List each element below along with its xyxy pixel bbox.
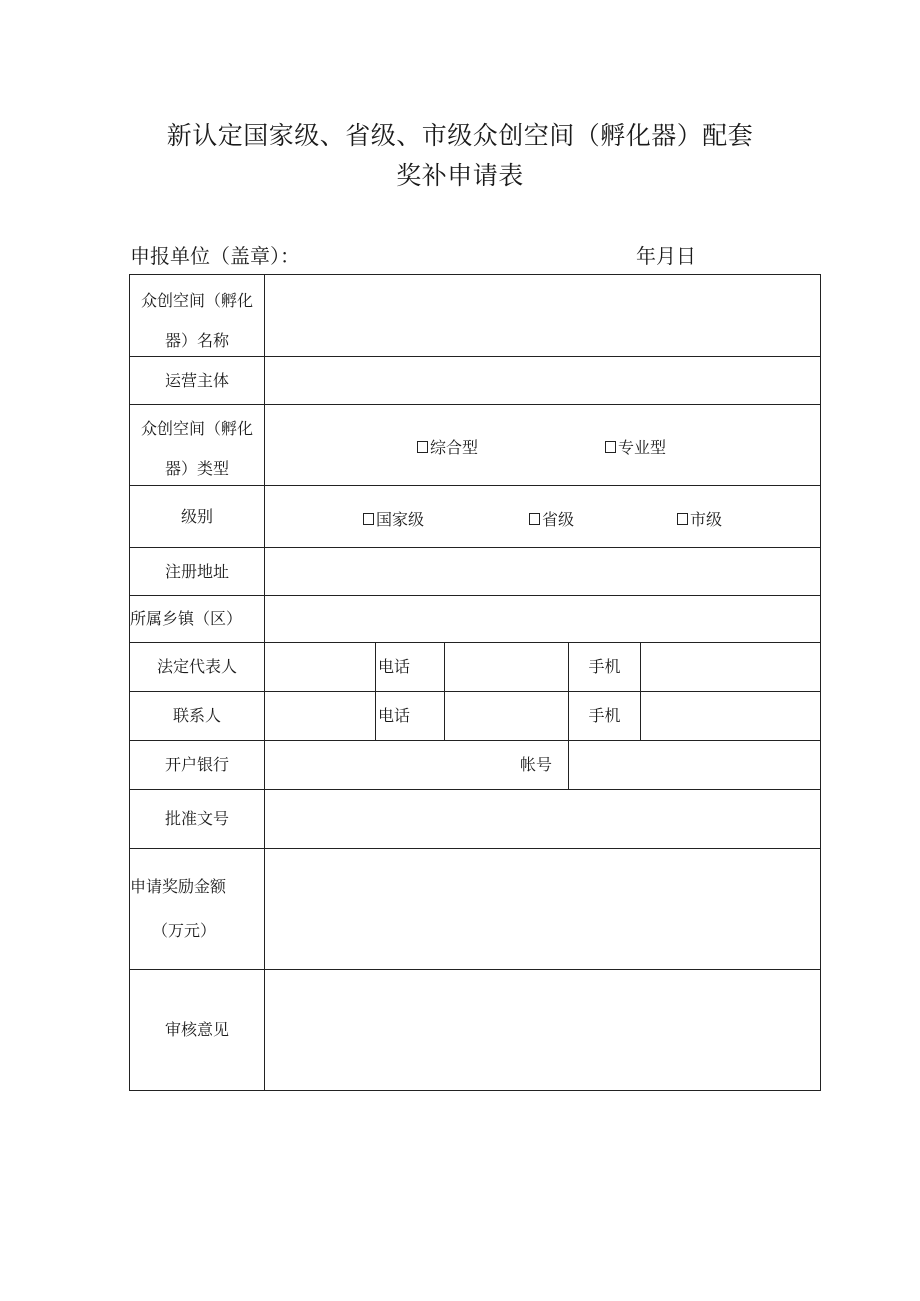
applicant-label: 申报单位（盖章）： [130, 244, 300, 268]
checkbox-icon[interactable] [417, 441, 428, 453]
review-opinion-field[interactable] [265, 970, 820, 1090]
space-type-label [130, 411, 264, 487]
contact-mobile-label: 手机 [588, 706, 621, 725]
bank-label: 开户银行 [164, 755, 229, 774]
level-option-label: 市级 [690, 510, 723, 529]
space-name-label-line-2: 器）名称 [164, 331, 229, 350]
reward-amount-label [130, 849, 264, 969]
township-field[interactable] [265, 596, 820, 642]
legal-rep-field[interactable] [265, 643, 375, 691]
legal-rep-mobile-label: 手机 [588, 657, 621, 676]
type-option-label: 综合型 [430, 438, 479, 457]
reward-amount-label-line-2: （万元） [152, 921, 217, 940]
approval-no-label: 批准文号 [164, 809, 229, 828]
approval-no-field[interactable] [265, 790, 820, 848]
level-option-national[interactable] [363, 507, 424, 530]
level-option-provincial[interactable] [529, 507, 574, 530]
checkbox-icon[interactable] [677, 513, 688, 525]
legal-rep-phone-label: 电话 [378, 657, 411, 676]
level-option-label: 省级 [542, 510, 575, 529]
level-label: 级别 [180, 506, 213, 526]
space-type-label-line-1: 众创空间（孵化 [140, 419, 253, 438]
date-label: 年月日 [636, 244, 696, 268]
reward-amount-label-line-1: 申请奖励金额 [130, 877, 227, 896]
application-form-table [129, 274, 821, 1091]
operator-label: 运营主体 [164, 370, 229, 390]
type-option-specialized[interactable] [605, 435, 666, 458]
account-field[interactable] [569, 741, 820, 789]
contact-mobile-field[interactable] [641, 692, 820, 740]
type-option-label: 专业型 [618, 438, 667, 457]
level-option-municipal[interactable] [677, 507, 722, 530]
column-divider [375, 642, 376, 740]
form-title-line-1: 新认定国家级、省级、市级众创空间（孵化器）配套 [166, 121, 754, 150]
row-divider [130, 404, 820, 405]
space-name-label-line-1: 众创空间（孵化 [140, 291, 253, 310]
checkbox-icon[interactable] [529, 513, 540, 525]
level-option-label: 国家级 [376, 510, 425, 529]
contact-phone-field[interactable] [445, 692, 568, 740]
reward-amount-field[interactable] [265, 849, 820, 969]
reg-address-label: 注册地址 [164, 561, 229, 581]
form-title-line-2: 奖补申请表 [396, 161, 524, 190]
checkbox-icon[interactable] [605, 441, 616, 453]
legal-rep-label: 法定代表人 [156, 657, 237, 676]
operator-field[interactable] [265, 357, 820, 404]
space-type-label-line-2: 器）类型 [164, 459, 229, 478]
contact-field[interactable] [265, 692, 375, 740]
review-opinion-label: 审核意见 [164, 1020, 229, 1039]
legal-rep-phone-field[interactable] [445, 643, 568, 691]
legal-rep-mobile-field[interactable] [641, 643, 820, 691]
account-label: 帐号 [519, 755, 552, 774]
contact-phone-label: 电话 [378, 706, 411, 725]
type-option-comprehensive[interactable] [417, 435, 478, 458]
reg-address-field[interactable] [265, 548, 820, 595]
checkbox-icon[interactable] [363, 513, 374, 525]
space-name-field[interactable] [265, 275, 820, 356]
township-label: 所属乡镇（区） [130, 609, 243, 628]
space-name-label [130, 283, 264, 359]
contact-label: 联系人 [172, 706, 221, 725]
